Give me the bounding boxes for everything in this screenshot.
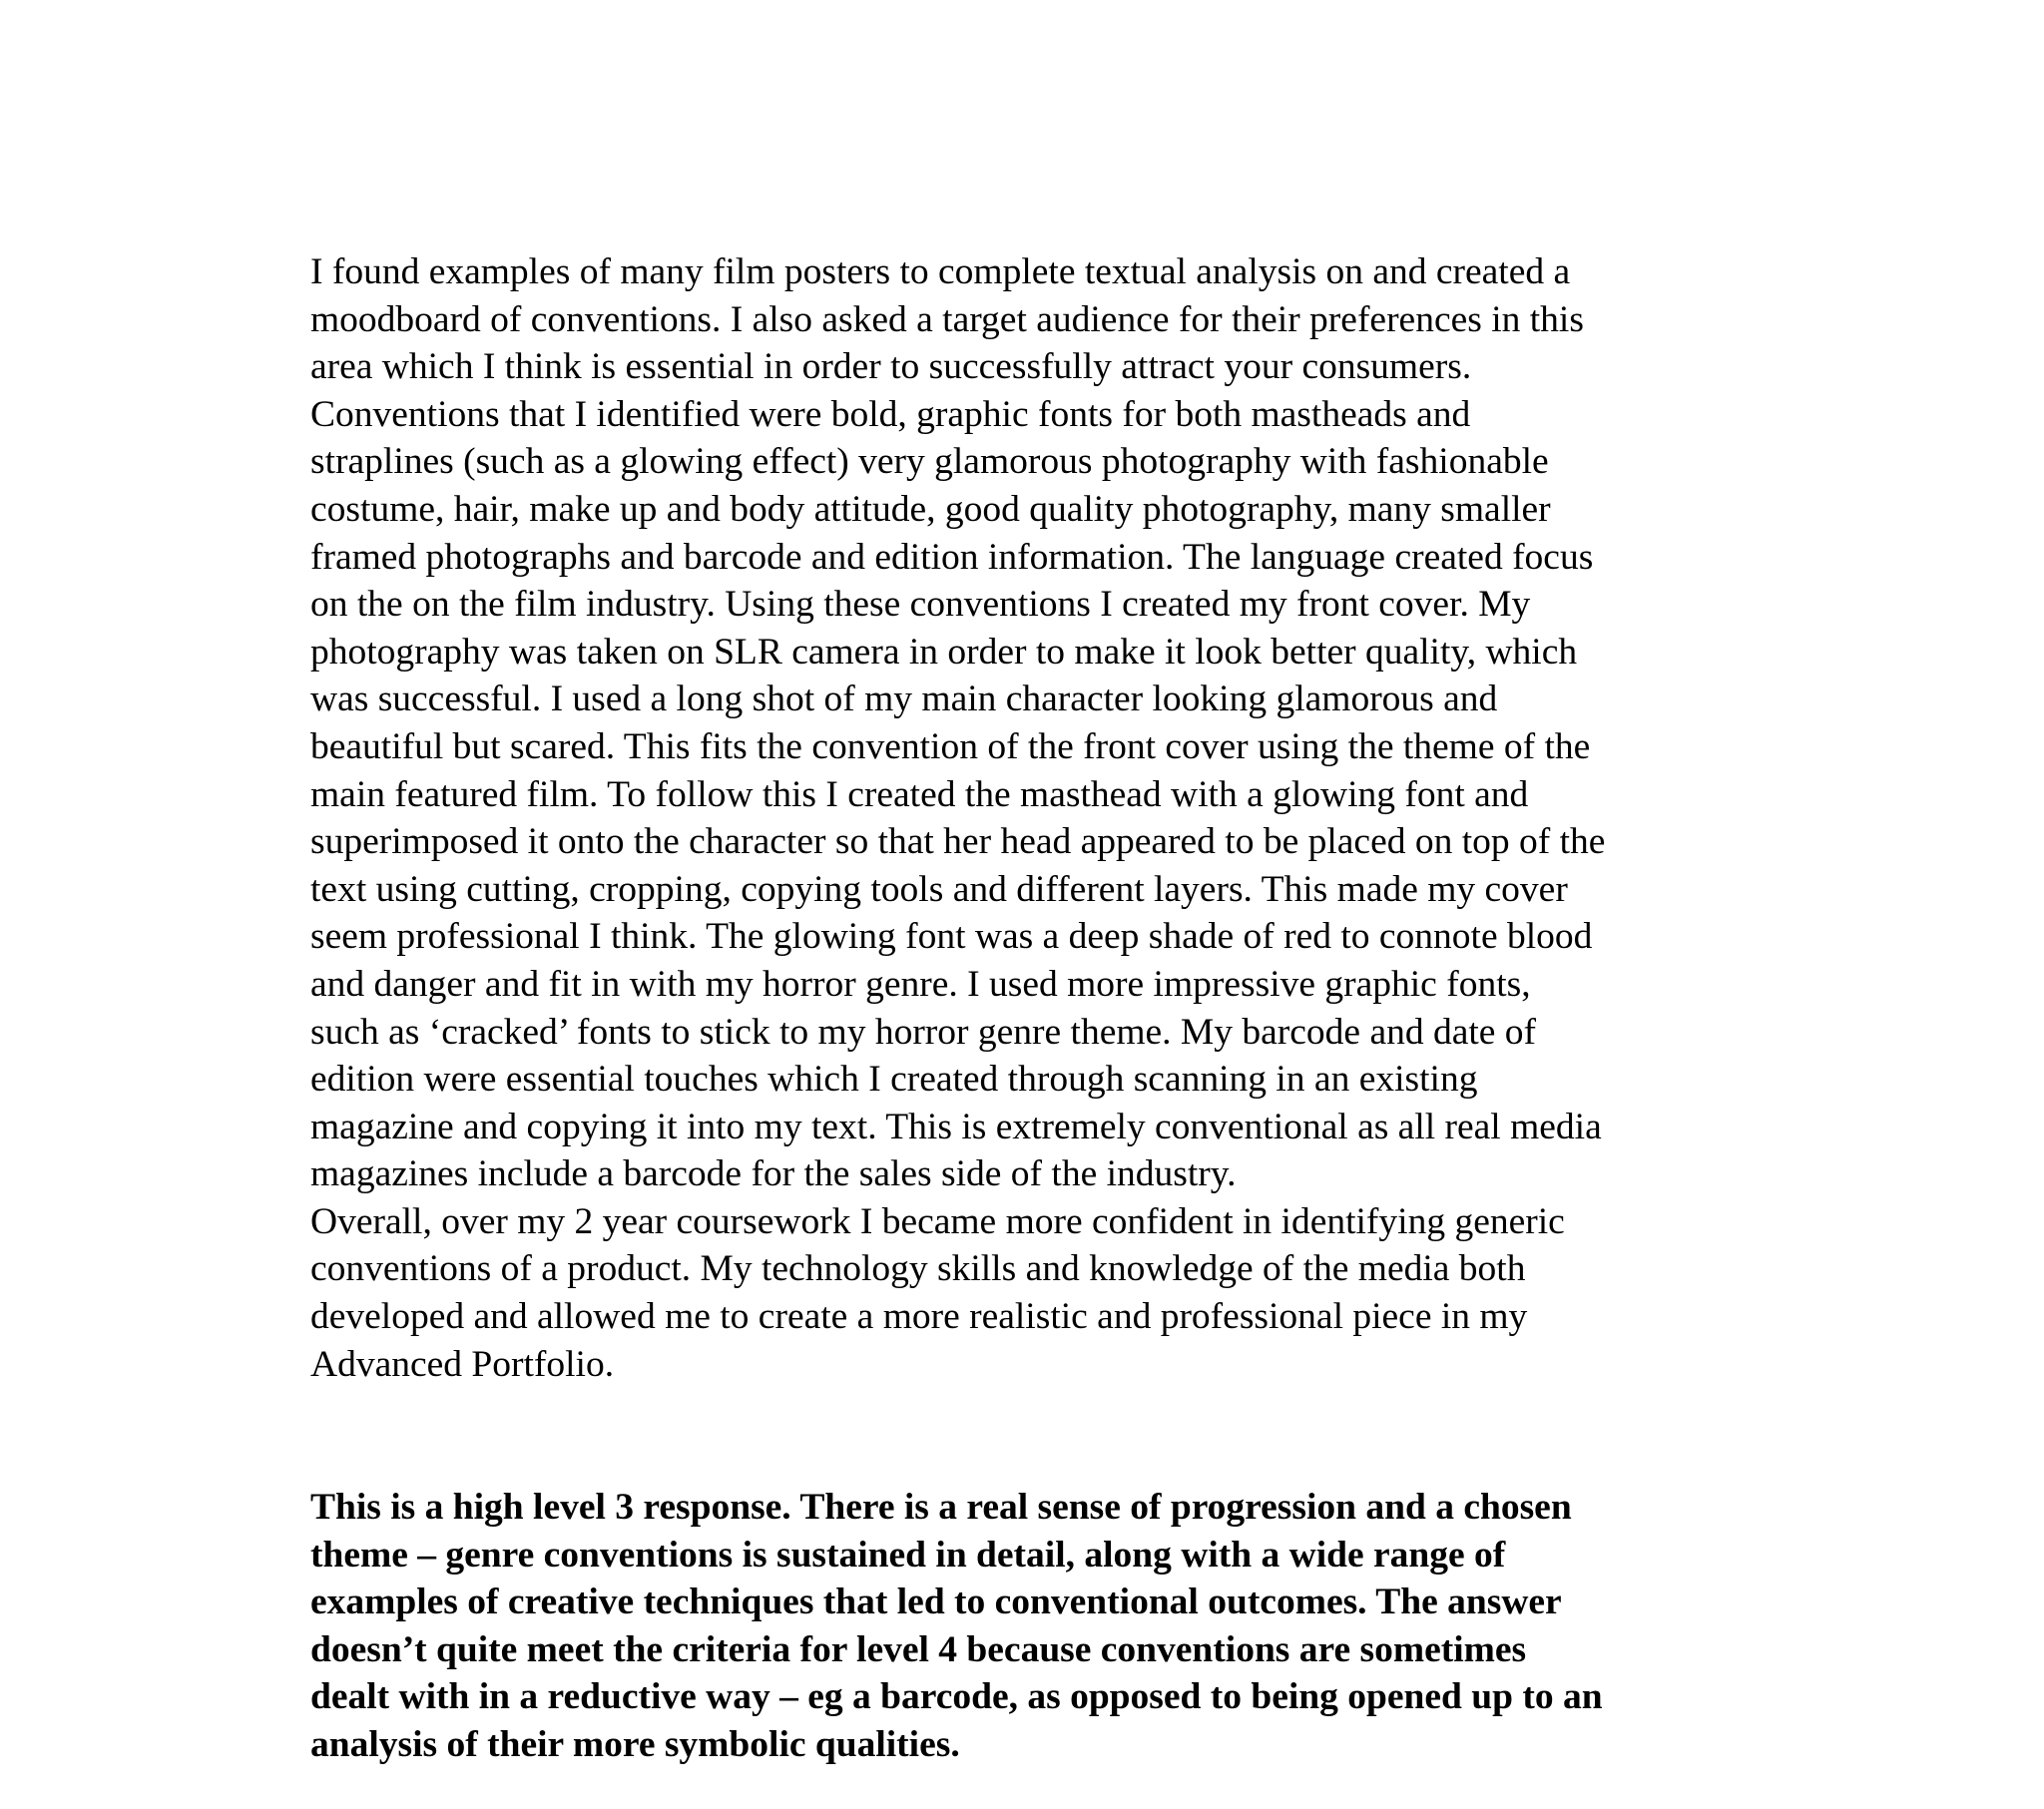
feedback-line: doesn’t quite meet the criteria for level 4 because conventions are sometimes	[310, 1628, 1527, 1670]
student-response-text	[310, 248, 1748, 1388]
body-line: was successful. I used a long shot of my main character looking glamorous and	[310, 678, 1498, 720]
body-line: costume, hair, make up and body attitude, good quality photography, many smaller	[310, 488, 1551, 530]
body-line: text using cutting, cropping, copying tools and different layers. This made my cover	[310, 868, 1568, 910]
body-line: beautiful but scared. This fits the convention of the front cover using the theme of the	[310, 725, 1591, 767]
body-line: developed and allowed me to create a more realistic and professional piece in my	[310, 1296, 1528, 1338]
body-line: conventions of a product. My technology skills and knowledge of the media both	[310, 1248, 1526, 1290]
body-line: Overall, over my 2 year coursework I became more confident in identifying generic	[310, 1200, 1565, 1242]
body-line: seem professional I think. The glowing font was a deep shade of red to connote blood	[310, 916, 1593, 958]
body-line: main featured film. To follow this I created the masthead with a glowing font and	[310, 773, 1529, 815]
body-line: magazines include a barcode for the sales side of the industry.	[310, 1153, 1237, 1195]
feedback-line: dealt with in a reductive way – eg a barcode, as opposed to being opened up to an	[310, 1676, 1603, 1718]
feedback-line: This is a high level 3 response. There is a real sense of progression and a chosen	[310, 1487, 1572, 1528]
body-line: such as ‘cracked’ fonts to stick to my horror genre theme. My barcode and date of	[310, 1011, 1537, 1053]
body-line: Advanced Portfolio.	[310, 1343, 615, 1385]
body-line: moodboard of conventions. I also asked a target audience for their preferences in this	[310, 298, 1584, 340]
body-line: superimposed it onto the character so that her head appeared to be placed on top of the	[310, 821, 1606, 863]
body-line: I found examples of many film posters to complete textual analysis on and created a	[310, 251, 1571, 292]
body-line: and danger and fit in with my horror genre. I used more impressive graphic fonts,	[310, 963, 1531, 1005]
body-line: edition were essential touches which I created through scanning in an existing	[310, 1059, 1478, 1101]
body-line: photography was taken on SLR camera in order to make it look better quality, which	[310, 631, 1578, 673]
feedback-line: examples of creative techniques that led to conventional outcomes. The answer	[310, 1582, 1562, 1623]
examiner-feedback	[310, 1484, 1748, 1769]
feedback-line: theme – genre conventions is sustained in detail, along with a wide range of	[310, 1534, 1506, 1576]
feedback-line: analysis of their more symbolic qualities.	[310, 1723, 960, 1765]
body-line: framed photographs and barcode and edition information. The language created focus	[310, 536, 1594, 578]
body-line: magazine and copying it into my text. This is extremely conventional as all real media	[310, 1106, 1602, 1147]
body-line: straplines (such as a glowing effect) very glamorous photography with fashionable	[310, 441, 1549, 483]
body-line: area which I think is essential in order to successfully attract your consumers.	[310, 346, 1472, 388]
body-line: on the on the film industry. Using these conventions I created my front cover. My	[310, 584, 1531, 626]
body-line: Conventions that I identified were bold, graphic fonts for both mastheads and	[310, 393, 1471, 435]
